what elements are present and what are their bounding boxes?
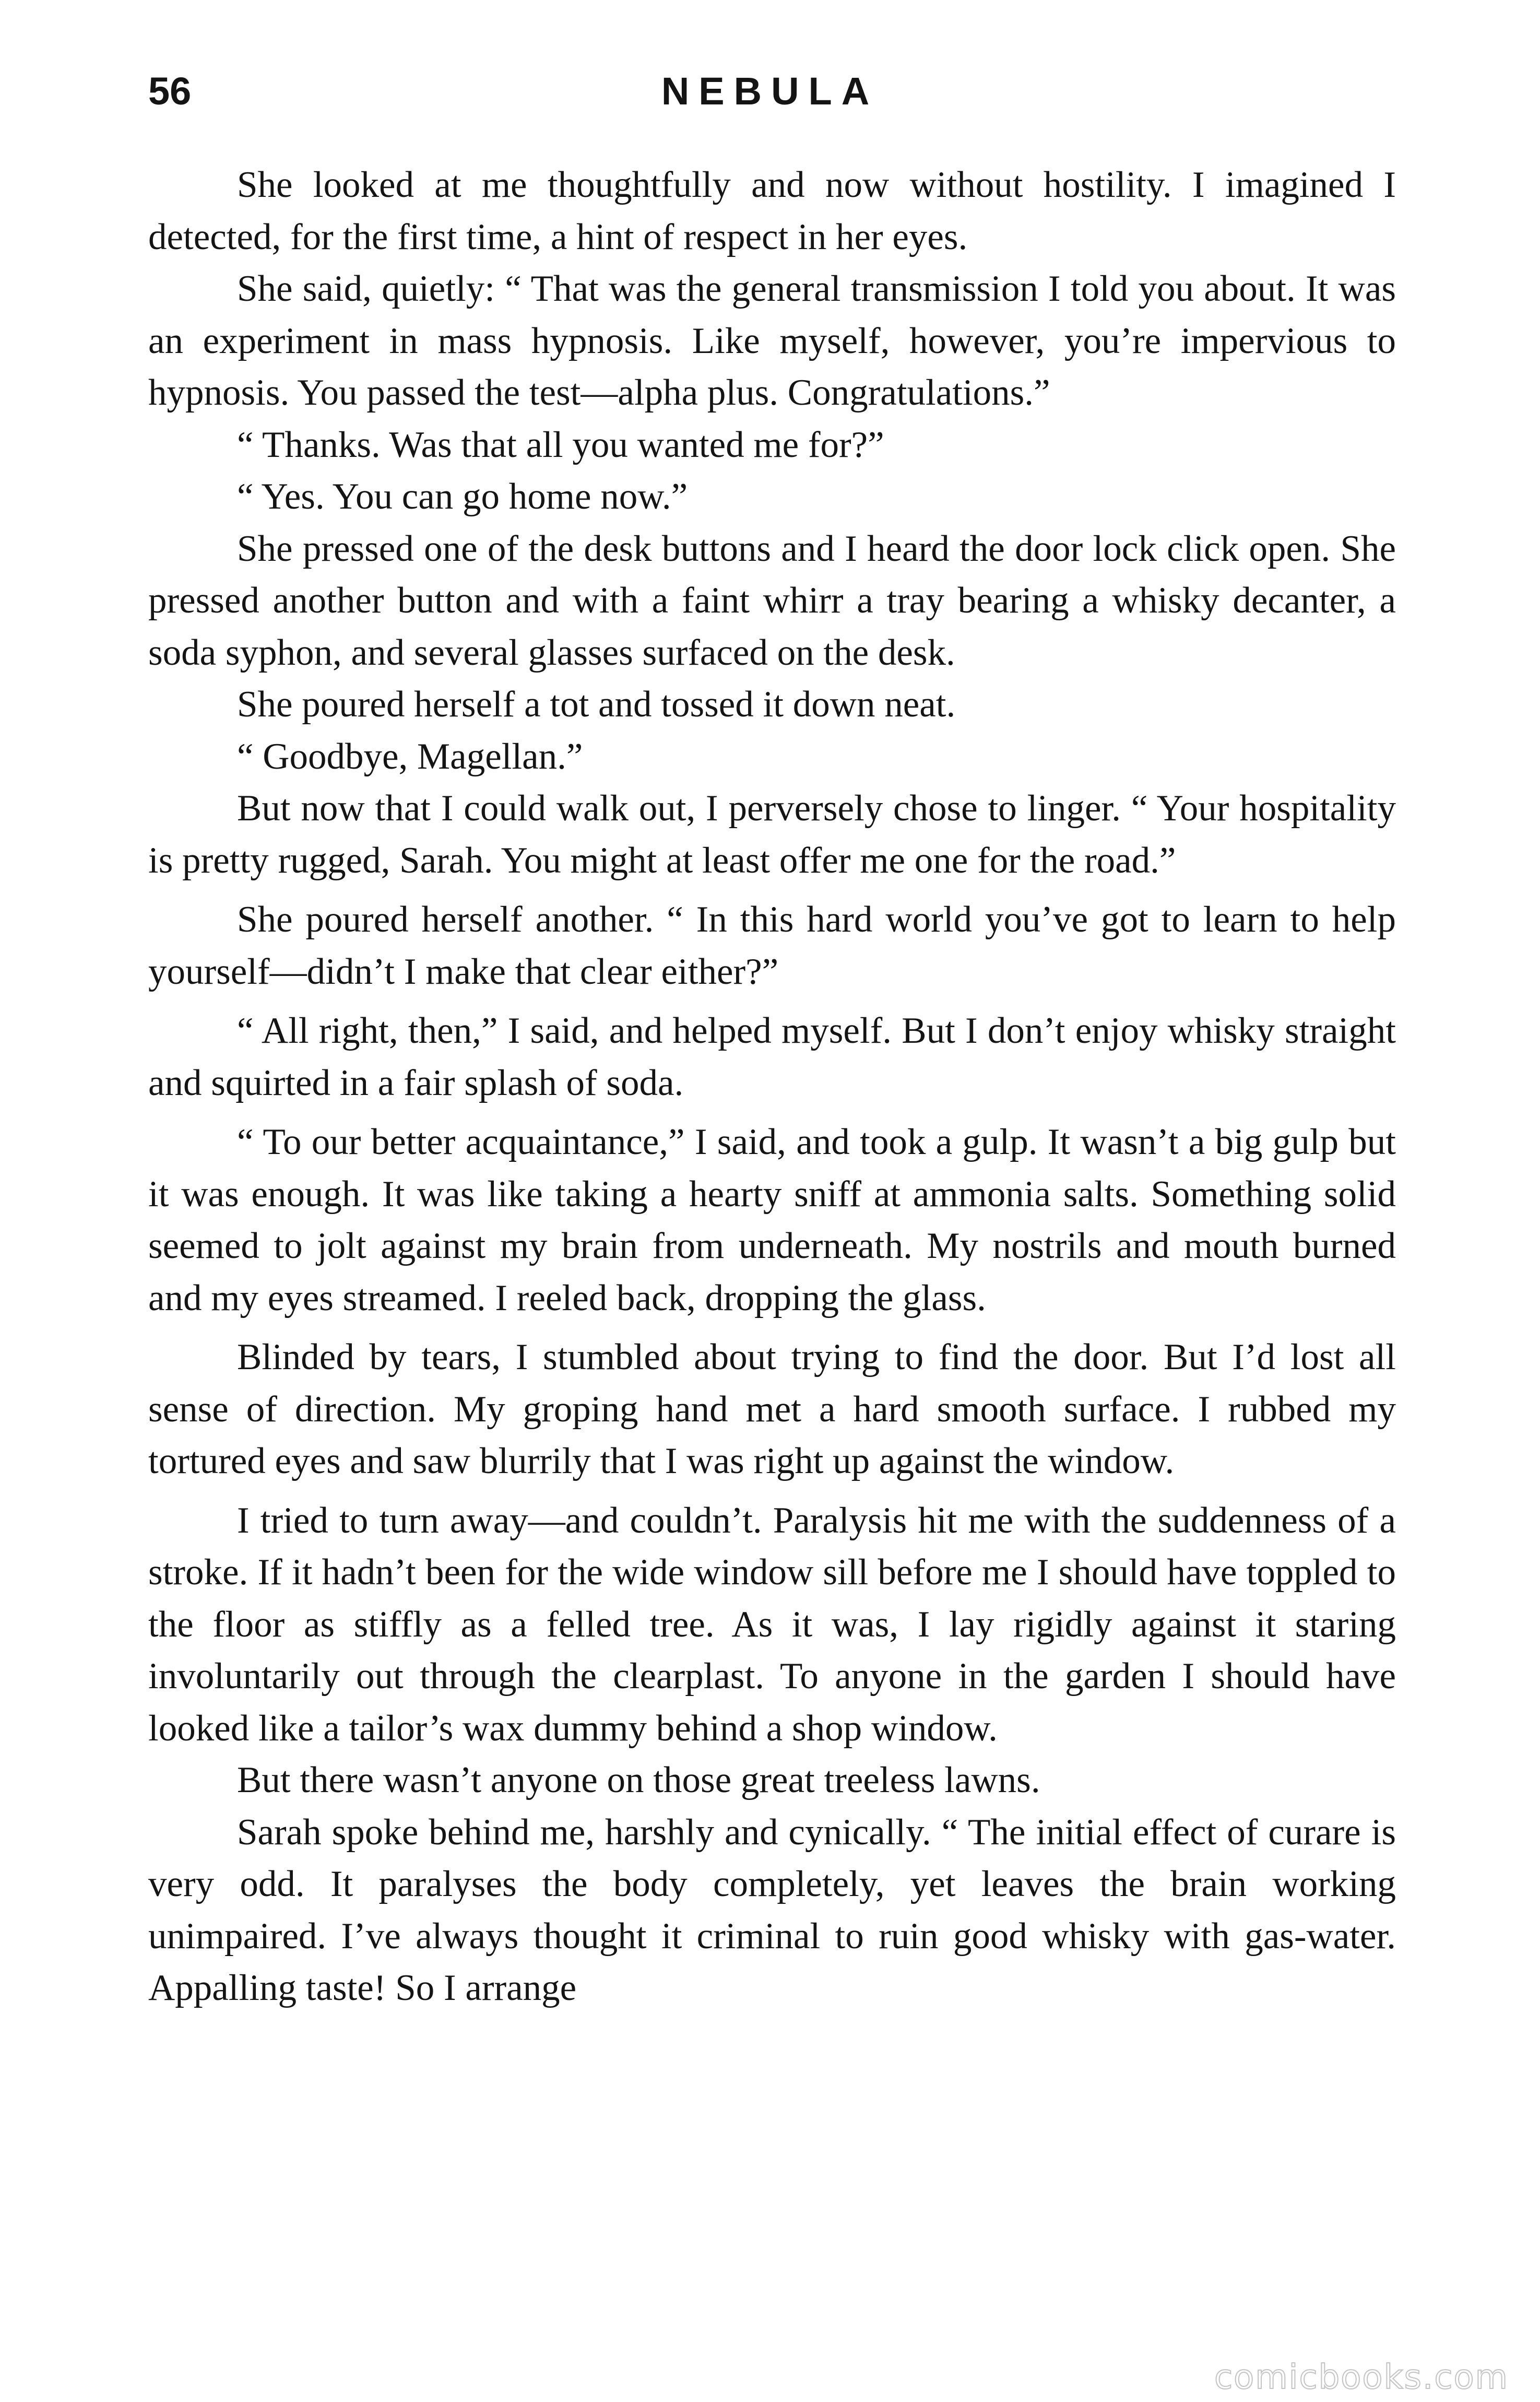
paragraph: She poured herself a tot and tossed it down neat. bbox=[237, 684, 956, 725]
paragraph: She pressed one of the desk buttons and I heard the door lock click open. She pressed another button and with a faint whirr a tray bearing a whisky decanter, a soda syphon, and several glasses surfaced on the desk. bbox=[148, 528, 1396, 673]
paragraph: I tried to turn away—and couldn’t. Paralysis hit me with the suddenness of a stroke. If it hadn’t been for the wide window sill before me I should have toppled to the floor as stiffly as a felled tree. As it was, I lay rigidly against it staring involuntarily out through the clearplast. To anyone in the garden I should have looked like a tailor’s wax dummy behind a shop window. bbox=[148, 1500, 1396, 1749]
paragraph: Blinded by tears, I stumbled about trying to find the door. But I’d lost all sense of direction. My groping hand met a hard smooth surface. I rubbed my tortured eyes and saw blurrily that I was right up against the window. bbox=[148, 1337, 1396, 1481]
paragraph: She looked at me thoughtfully and now without hostility. I imagined I detected, for the first time, a hint of respect in her eyes. bbox=[148, 164, 1396, 257]
watermark: comicbooks.com bbox=[1214, 2358, 1509, 2397]
paragraph: “ Thanks. Was that all you wanted me for?” bbox=[237, 424, 884, 465]
paragraph: She said, quietly: “ That was the general transmission I told you about. It was an experiment in mass hypnosis. Like myself, however, you’re impervious to hypnosis. You passed the test—alpha plus. Congratulations.” bbox=[148, 268, 1396, 413]
paragraph: “ To our better acquaintance,” I said, and took a gulp. It wasn’t a big gulp but it was enough. It was like taking a hearty sniff at ammonia salts. Something solid seemed to jolt against my brain from underneath. My nostrils and mouth burned and my eyes streamed. I reeled back, dropping the glass. bbox=[148, 1122, 1396, 1318]
running-head: NEBULA bbox=[661, 69, 879, 113]
page-header bbox=[146, 63, 1394, 120]
paragraph: “ Goodbye, Magellan.” bbox=[237, 736, 583, 777]
paragraph: But there wasn’t anyone on those great treeless lawns. bbox=[237, 1760, 1040, 1800]
paragraph: But now that I could walk out, I perversely chose to linger. “ Your hospitality is pretty rugged, Sarah. You might at least offer me one for the road.” bbox=[148, 788, 1396, 881]
paragraph: She poured herself another. “ In this hard world you’ve got to learn to help yourself—didn’t I make that clear either?” bbox=[148, 899, 1396, 992]
page-number: 56 bbox=[148, 69, 192, 113]
paragraph: “ Yes. You can go home now.” bbox=[237, 476, 688, 517]
paragraph: “ All right, then,” I said, and helped myself. But I don’t enjoy whisky straight and squirted in a fair splash of soda. bbox=[148, 1010, 1396, 1103]
paragraph: Sarah spoke behind me, harshly and cynically. “ The initial effect of curare is very odd. It paralyses the body completely, yet leaves the brain working unimpaired. I’ve always thought it criminal to ruin good whisky with gas-water. Appalling taste! So I arrange bbox=[148, 1811, 1396, 2008]
body-text bbox=[148, 159, 1396, 2015]
